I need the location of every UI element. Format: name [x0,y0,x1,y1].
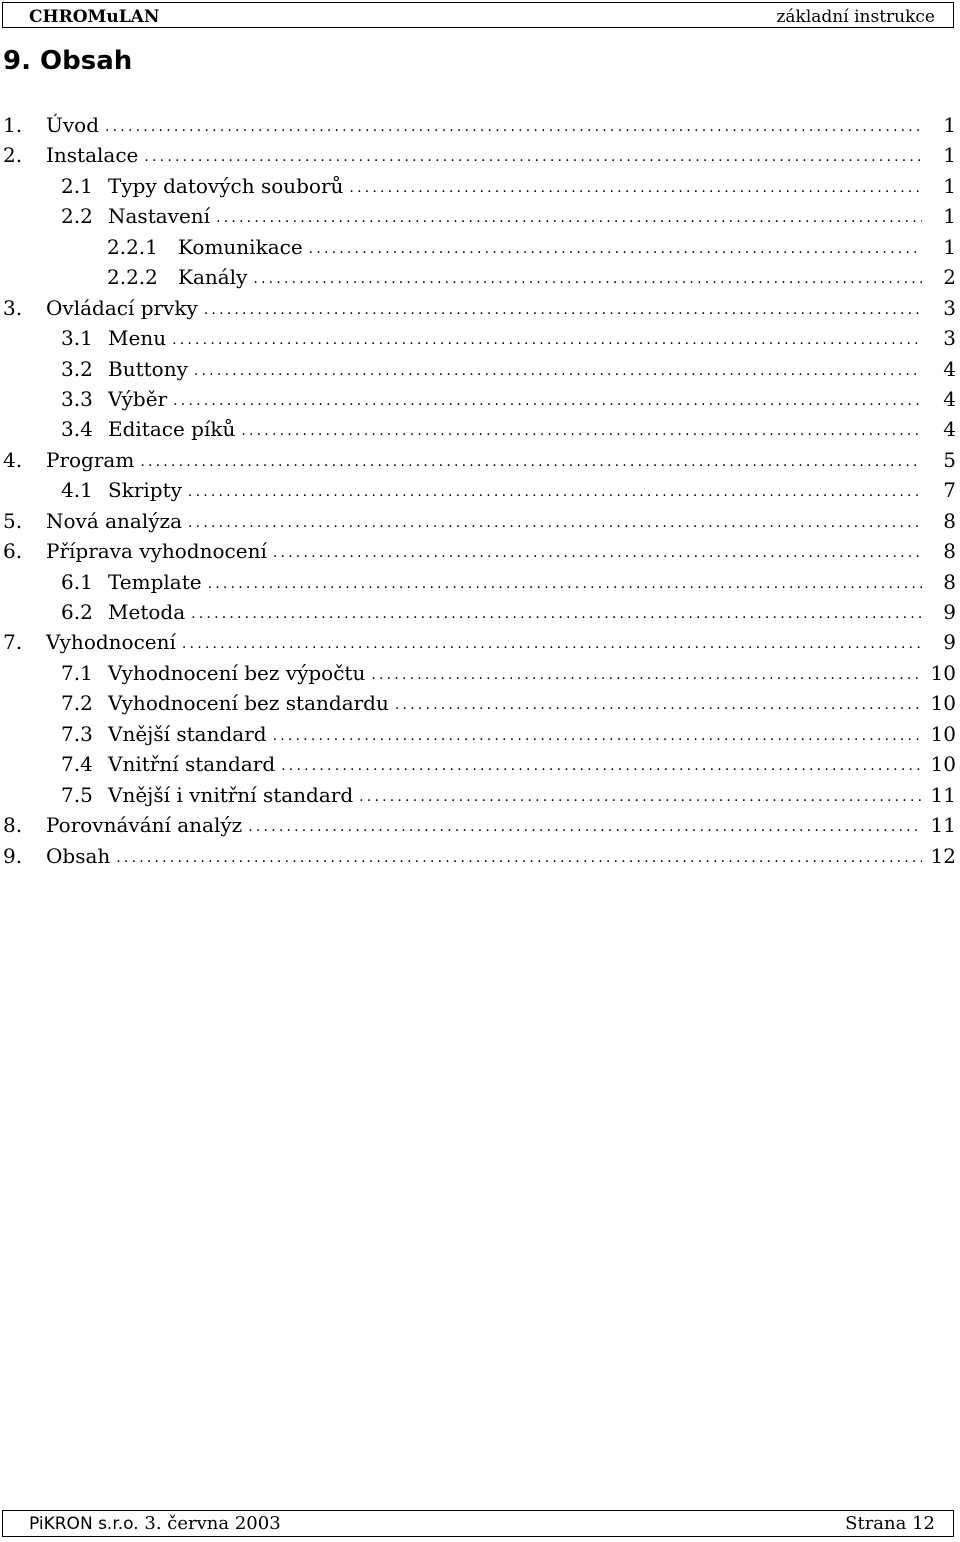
toc-entry[interactable] [0,262,960,292]
toc-entry-title: Příprava vyhodnocení [46,539,267,564]
toc-entry-number: 7.4 [61,752,93,777]
toc-entry[interactable] [0,323,960,353]
toc-entry-title: Typy datových souborů [108,173,344,198]
toc-entry-number: 6.2 [61,600,93,624]
toc-entry-page: 1 [943,204,956,229]
toc-entry-page: 4 [943,356,956,381]
toc-entry-number: 2.2.1 [107,234,158,259]
toc-entry[interactable] [0,658,960,688]
toc-dot-leader [172,325,922,355]
toc-dot-leader [253,264,922,294]
toc-entry-number: 7.5 [61,782,93,807]
toc-entry-page: 4 [943,417,956,442]
toc-entry-number: 4. [3,447,23,472]
toc-entry-number: 3.1 [61,326,93,351]
toc-entry-page: 11 [930,813,956,838]
header-document-subtitle: základní instrukce [776,7,935,27]
toc-entry[interactable] [0,506,960,536]
toc-entry-number: 6. [3,539,23,564]
toc-entry[interactable] [0,384,960,414]
toc-entry-title: Obsah [46,843,111,868]
toc-entry[interactable] [0,597,960,627]
toc-dot-leader [116,843,922,873]
footer-company: PiKRON s.r.o. [29,1514,139,1534]
toc-entry[interactable] [0,354,960,384]
toc-entry-number: 3.4 [61,417,93,442]
toc-entry-number: 9. [3,843,23,868]
toc-dot-leader [188,508,922,538]
toc-entry-title: Skripty [108,478,182,503]
toc-entry[interactable] [0,567,960,597]
toc-entry-number: 7.2 [61,691,93,716]
toc-entry-title: Vyhodnocení bez standardu [108,691,389,716]
toc-dot-leader [241,416,922,446]
toc-entry-title: Template [108,569,202,594]
toc-entry-page: 3 [943,326,956,351]
toc-entry-number: 4.1 [61,478,93,503]
toc-entry-number: 6.1 [61,569,93,594]
toc-entry[interactable] [0,201,960,231]
toc-entry-title: Komunikace [178,234,303,259]
toc-entry-page: 10 [930,721,956,746]
table-of-contents [0,110,960,871]
toc-dot-leader [248,812,922,842]
toc-entry-page: 4 [943,386,956,411]
toc-entry[interactable] [0,414,960,444]
toc-dot-leader [105,112,922,142]
toc-entry-page: 1 [943,173,956,198]
toc-dot-leader [182,629,922,659]
toc-entry-number: 3. [3,295,23,320]
footer-page-number: Strana 12 [845,1513,935,1534]
toc-entry-number: 7. [3,630,23,655]
toc-entry-page: 8 [943,539,956,564]
toc-entry-page: 1 [943,113,956,137]
toc-entry-page: 2 [943,265,956,290]
toc-entry-number: 2.2 [61,204,93,229]
toc-entry-page: 9 [943,630,956,655]
toc-entry-number: 7.3 [61,721,93,746]
toc-dot-leader [395,690,922,720]
toc-dot-leader [359,782,922,812]
toc-entry-title: Buttony [108,356,188,381]
toc-entry[interactable] [0,445,960,475]
toc-entry[interactable] [0,810,960,840]
toc-dot-leader [144,142,922,172]
toc-dot-leader [208,569,922,599]
toc-entry-number: 2.1 [61,173,93,198]
toc-entry[interactable] [0,719,960,749]
toc-dot-leader [281,751,922,781]
toc-entry-page: 8 [943,569,956,594]
toc-dot-leader [204,295,922,325]
page-header [2,2,954,28]
toc-entry-page: 10 [930,752,956,777]
header-document-name: CHROMuLAN [29,7,160,27]
toc-dot-leader [216,203,922,233]
toc-dot-leader [140,447,922,477]
toc-entry-title: Nová analýza [46,508,183,533]
toc-dot-leader [273,721,922,751]
toc-entry-number: 3.2 [61,356,93,381]
toc-entry[interactable] [0,841,960,871]
footer-info [29,1514,281,1534]
toc-entry-title: Vnější standard [108,721,267,746]
toc-dot-leader [191,599,922,629]
page-footer [2,1510,954,1537]
page-title: 9. Obsah [3,46,133,76]
toc-entry-number: 2.2.2 [107,265,158,290]
toc-entry-number: 3.3 [61,386,93,411]
toc-entry[interactable] [0,293,960,323]
toc-entry-number: 7.1 [61,660,93,685]
toc-dot-leader [188,477,922,507]
toc-entry[interactable] [0,536,960,566]
toc-entry[interactable] [0,110,960,140]
toc-entry-title: Kanály [178,265,248,290]
toc-dot-leader [273,538,922,568]
toc-entry-title: Instalace [46,143,139,168]
toc-entry-title: Editace píků [108,417,236,442]
toc-entry-title: Vnější i vnitřní standard [108,782,354,807]
toc-entry-title: Porovnávání analýz [46,813,243,838]
toc-entry-page: 1 [943,143,956,168]
toc-entry[interactable] [0,171,960,201]
toc-entry-page: 5 [943,447,956,472]
toc-entry-title: Úvod [46,113,99,137]
toc-entry-page: 7 [943,478,956,503]
toc-dot-leader [349,173,922,203]
toc-entry-title: Menu [108,326,167,351]
toc-entry[interactable] [0,749,960,779]
toc-dot-leader [194,356,922,386]
toc-entry-page: 1 [943,234,956,259]
toc-entry-page: 10 [930,660,956,685]
toc-entry-title: Ovládací prvky [46,295,198,320]
toc-entry-page: 3 [943,295,956,320]
toc-entry-title: Vyhodnocení [46,630,176,655]
toc-entry-page: 12 [930,843,956,868]
toc-entry-title: Vnitřní standard [108,752,276,777]
toc-entry-title: Program [46,447,135,472]
toc-entry-number: 1. [3,113,23,137]
toc-entry[interactable] [0,627,960,657]
footer-date: 3. června 2003 [144,1513,281,1534]
toc-entry-page: 10 [930,691,956,716]
toc-entry-title: Vyhodnocení bez výpočtu [108,660,366,685]
toc-entry-number: 5. [3,508,23,533]
toc-entry-page: 8 [943,508,956,533]
toc-entry-page: 9 [943,600,956,624]
toc-entry[interactable] [0,232,960,262]
toc-entry-number: 2. [3,143,23,168]
toc-dot-leader [309,234,922,264]
toc-dot-leader [173,386,922,416]
toc-entry[interactable] [0,688,960,718]
toc-dot-leader [371,660,922,690]
toc-entry-title: Výběr [108,386,168,411]
toc-entry-number: 8. [3,813,23,838]
toc-entry[interactable] [0,780,960,810]
toc-entry-page: 11 [930,782,956,807]
toc-entry-title: Nastavení [108,204,211,229]
toc-entry-title: Metoda [108,600,186,624]
toc-entry[interactable] [0,475,960,505]
toc-entry[interactable] [0,140,960,170]
